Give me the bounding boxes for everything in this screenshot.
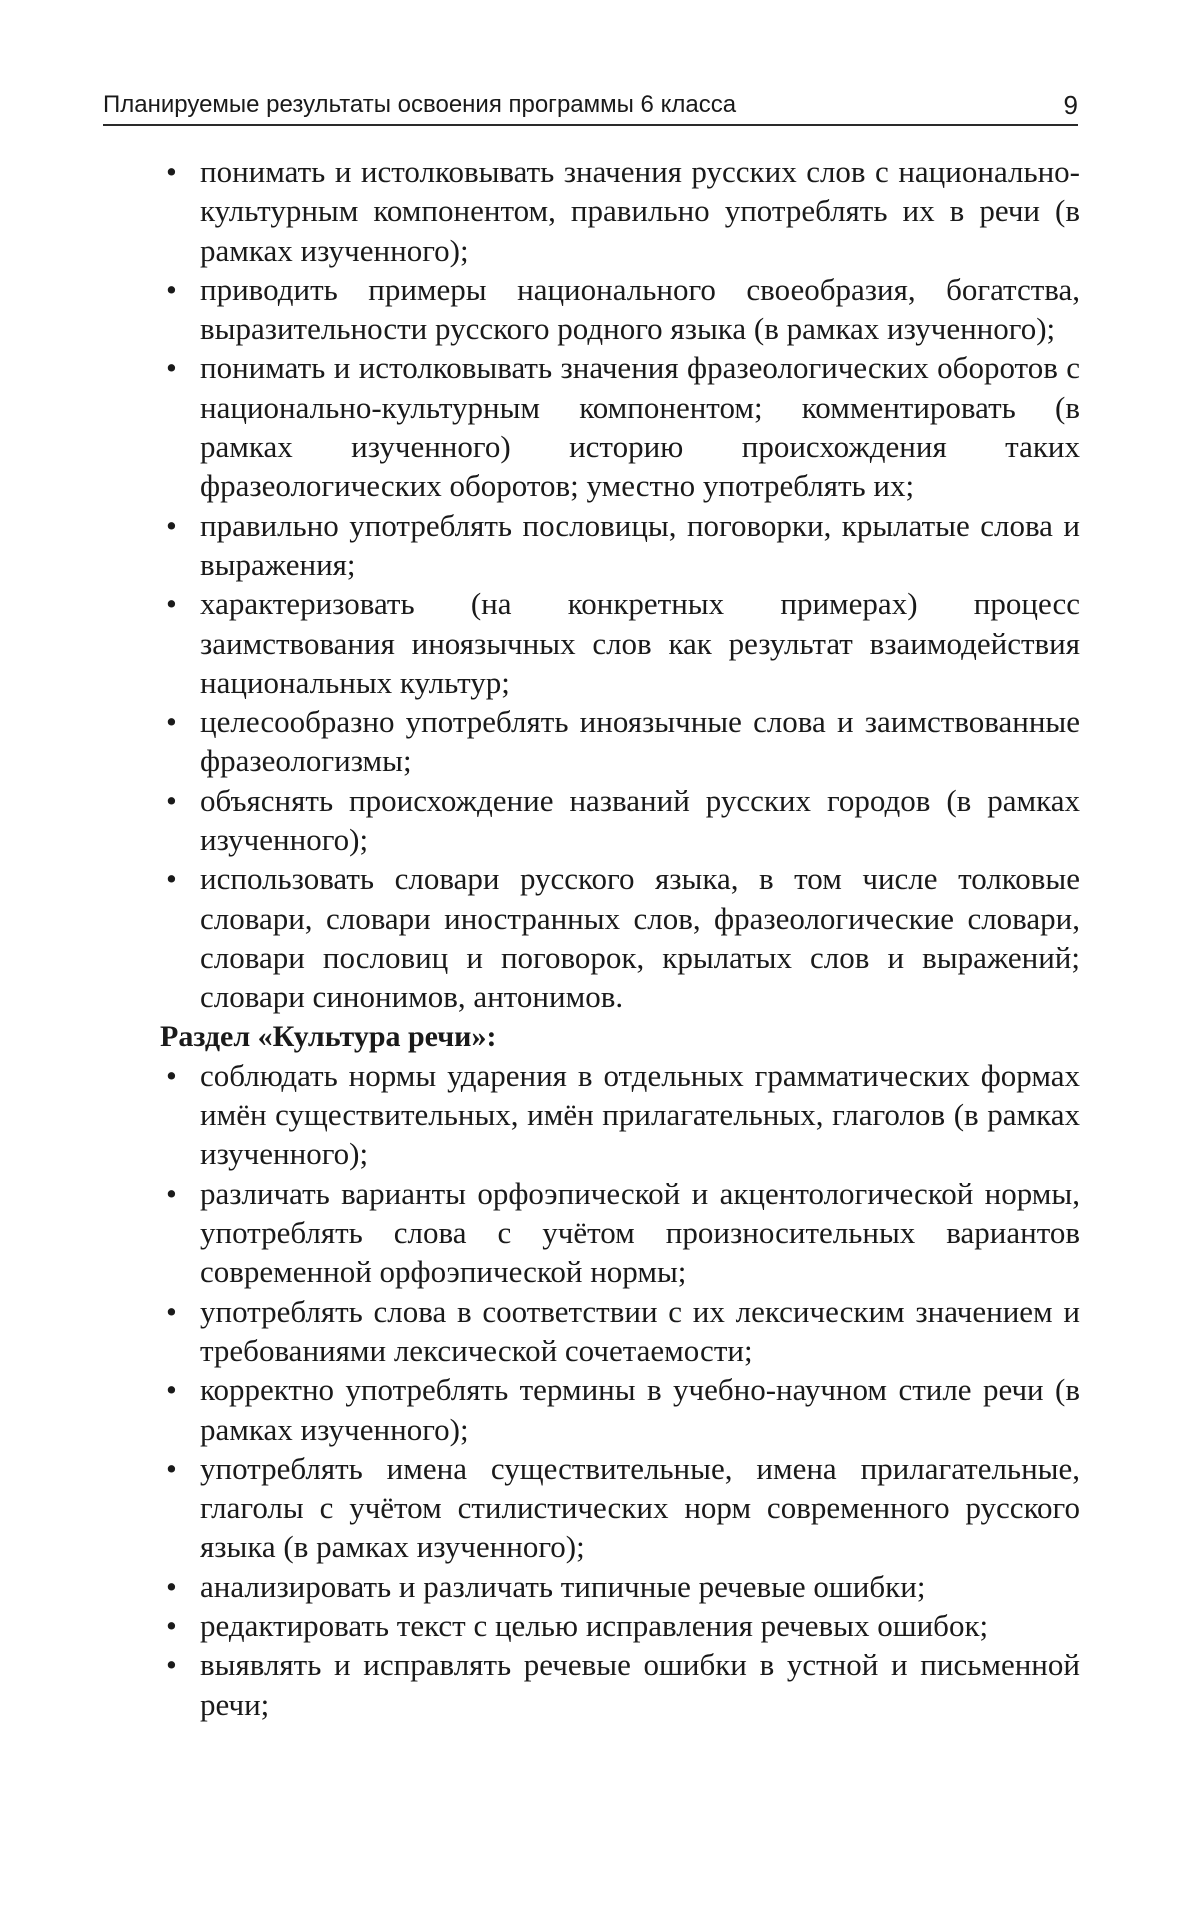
list-item: • выявлять и исправлять речевые ошибки в устной и письменной речи; bbox=[160, 1645, 1080, 1724]
list-item: • приводить примеры национального своеобразия, богатства, выразительности русского родного языка (в рамках изученного); bbox=[160, 270, 1080, 349]
list-item: • понимать и истолковывать значения русских слов с национально-культурным компонентом, правильно употреблять их в речи (в рамках изученного); bbox=[160, 152, 1080, 270]
list-item: • понимать и истолковывать значения фразеологических оборотов с национально-культурным компонентом; комментировать (в рамках изученного) историю происхождения таких фразеологических оборотов; уместно употреблять их; bbox=[160, 348, 1080, 505]
list-item: • различать варианты орфоэпической и акцентологической нормы, употреблять слова с учётом произносительных вариантов современной орфоэпической нормы; bbox=[160, 1174, 1080, 1292]
list-item: • употреблять слова в соответствии с их лексическим значением и требованиями лексической сочетаемости; bbox=[160, 1292, 1080, 1371]
list-item: • объяснять происхождение названий русских городов (в рамках изученного); bbox=[160, 781, 1080, 860]
list-item: • характеризовать (на конкретных примерах) процесс заимствования иноязычных слов как результат взаимодействия национальных культур; bbox=[160, 584, 1080, 702]
list-item: • корректно употреблять термины в учебно-научном стиле речи (в рамках изученного); bbox=[160, 1370, 1080, 1449]
bullet-list-top bbox=[160, 152, 1080, 1017]
list-item: • правильно употреблять пословицы, поговорки, крылатые слова и выражения; bbox=[160, 506, 1080, 585]
list-item: • целесообразно употреблять иноязычные слова и заимствованные фразеологизмы; bbox=[160, 702, 1080, 781]
list-item: • соблюдать нормы ударения в отдельных грамматических формах имён существительных, имён прилагательных, глаголов (в рамках изученного); bbox=[160, 1056, 1080, 1174]
list-item: • редактировать текст с целью исправления речевых ошибок; bbox=[160, 1606, 1080, 1645]
list-item: • анализировать и различать типичные речевые ошибки; bbox=[160, 1567, 1080, 1606]
list-item: • использовать словари русского языка, в том числе толковые словари, словари иностранных слов, фразеологические словари, словари пословиц и поговорок, крылатых слов и выражений; словари синонимов, антонимов. bbox=[160, 859, 1080, 1016]
book-page bbox=[0, 0, 1200, 1919]
bullet-list-bottom bbox=[160, 1056, 1080, 1724]
running-header bbox=[103, 88, 1078, 126]
running-header-title: Планируемые результаты освоения программы 6 класса bbox=[103, 90, 736, 120]
list-item: • употреблять имена существительные, имена прилагательные, глаголы с учётом стилистических норм современного русского языка (в рамках изученного); bbox=[160, 1449, 1080, 1567]
section-heading: Раздел «Культура речи»: bbox=[160, 1017, 1080, 1056]
page-number: 9 bbox=[1064, 90, 1078, 120]
page-body bbox=[160, 152, 1080, 1724]
